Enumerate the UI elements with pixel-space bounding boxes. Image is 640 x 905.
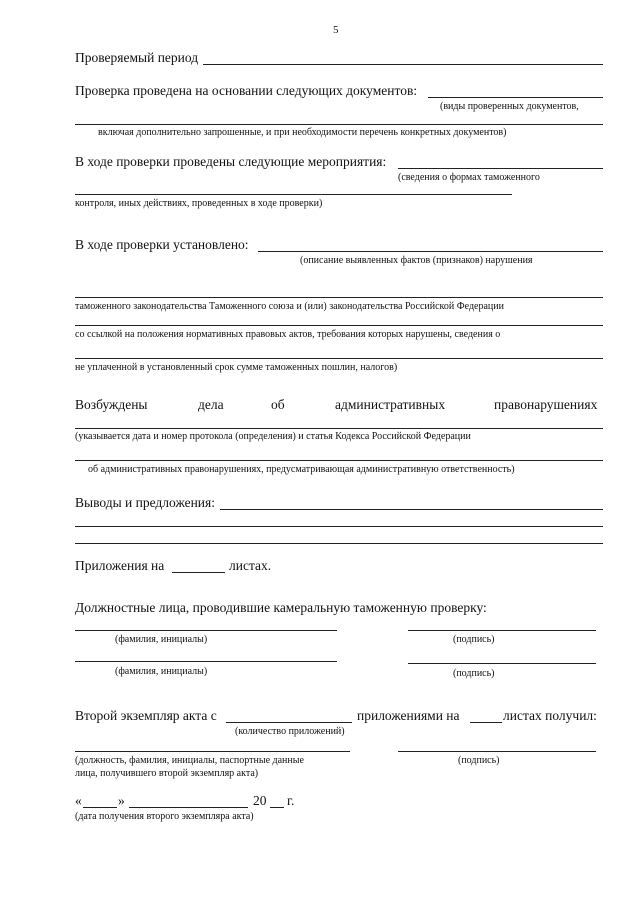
- findings-hint-4: не уплаченной в установленный срок сумме таможенных пошлин, налогов): [75, 362, 398, 373]
- basis-field-line[interactable]: [428, 97, 603, 98]
- attachments-prefix: Приложения на: [75, 558, 165, 573]
- conclusions-field-line-3[interactable]: [75, 543, 603, 544]
- cases-field-line[interactable]: [75, 428, 603, 429]
- date-open-quote: «: [75, 793, 82, 808]
- conclusions-field-line-2[interactable]: [75, 526, 603, 527]
- findings-label: В ходе проверки установлено:: [75, 237, 249, 252]
- basis-hint-1: (виды проверенных документов,: [440, 101, 579, 112]
- official-2-sign-hint: (подпись): [453, 668, 495, 679]
- measures-label: В ходе проверки проведены следующие мероприятия:: [75, 154, 387, 169]
- measures-hint-1: (сведения о формах таможенного: [398, 172, 540, 183]
- date-year-suffix: г.: [287, 793, 295, 808]
- attachments-suffix: листах.: [229, 558, 272, 573]
- date-year-line[interactable]: [270, 807, 284, 808]
- date-hint: (дата получения второго экземпляра акта): [75, 811, 254, 822]
- recipient-hint-1: (должность, фамилия, инициалы, паспортные данные: [75, 755, 304, 766]
- recipient-hint-2: лица, получившего второй экземпляр акта): [75, 768, 259, 779]
- cases-hint-2: об административных правонарушениях, предусматривающая административную ответственность): [88, 464, 515, 475]
- recipient-line[interactable]: [75, 751, 350, 752]
- second-copy-count-hint: (количество приложений): [235, 726, 345, 737]
- basis-label: Проверка проведена на основании следующих документов:: [75, 83, 418, 98]
- official-2-name-hint: (фамилия, инициалы): [115, 666, 208, 677]
- measures-field-line-2[interactable]: [75, 194, 512, 195]
- cases-word-4: административных: [335, 397, 446, 412]
- findings-hint-2: таможенного законодательства Таможенного союза и (или) законодательства Российской Федерации: [75, 301, 504, 312]
- official-1-name-line[interactable]: [75, 630, 337, 631]
- official-1-sign-line[interactable]: [408, 630, 596, 631]
- period-label: Проверяемый период: [75, 50, 199, 65]
- second-copy-middle: приложениями на: [357, 708, 460, 723]
- findings-field-line-4[interactable]: [75, 358, 603, 359]
- date-close-quote: »: [118, 793, 125, 808]
- officials-label: Должностные лица, проводившие камеральную таможенную проверку:: [75, 600, 487, 615]
- findings-field-line-3[interactable]: [75, 325, 603, 326]
- attachments-count-line[interactable]: [172, 572, 225, 573]
- findings-field-line[interactable]: [258, 251, 603, 252]
- findings-hint-1: (описание выявленных фактов (признаков) нарушения: [300, 255, 533, 266]
- date-month-line[interactable]: [129, 807, 248, 808]
- conclusions-label: Выводы и предложения:: [75, 495, 215, 510]
- date-year-prefix: 20: [253, 793, 267, 808]
- cases-word-2: дела: [198, 397, 224, 412]
- recipient-sign-hint: (подпись): [458, 755, 500, 766]
- recipient-sign-line[interactable]: [398, 751, 596, 752]
- date-day-line[interactable]: [83, 807, 117, 808]
- second-copy-count-line[interactable]: [226, 722, 352, 723]
- measures-hint-2: контроля, иных действиях, проведенных в ходе проверки): [75, 198, 323, 209]
- cases-word-1: Возбуждены: [75, 397, 148, 412]
- page-number: 5: [333, 24, 339, 36]
- official-1-sign-hint: (подпись): [453, 634, 495, 645]
- findings-hint-3: со ссылкой на положения нормативных правовых актов, требования которых нарушены, сведения о: [75, 329, 501, 340]
- basis-hint-2: включая дополнительно запрошенные, и при необходимости перечень конкретных документов): [98, 127, 507, 138]
- cases-field-line-2[interactable]: [75, 460, 603, 461]
- conclusions-field-line[interactable]: [220, 509, 603, 510]
- measures-field-line[interactable]: [398, 168, 603, 169]
- second-copy-suffix: листах получил:: [503, 708, 597, 723]
- period-field-line[interactable]: [203, 64, 603, 65]
- second-copy-sheets-line[interactable]: [470, 722, 502, 723]
- official-1-name-hint: (фамилия, инициалы): [115, 634, 208, 645]
- second-copy-prefix: Второй экземпляр акта с: [75, 708, 217, 723]
- findings-field-line-2[interactable]: [75, 297, 603, 298]
- cases-word-3: об: [271, 397, 285, 412]
- cases-hint-1: (указывается дата и номер протокола (определения) и статья Кодекса Российской Федерации: [75, 431, 471, 442]
- official-2-name-line[interactable]: [75, 661, 337, 662]
- official-2-sign-line[interactable]: [408, 663, 596, 664]
- basis-field-line-2[interactable]: [75, 124, 603, 125]
- cases-word-5: правонарушениях: [494, 397, 598, 412]
